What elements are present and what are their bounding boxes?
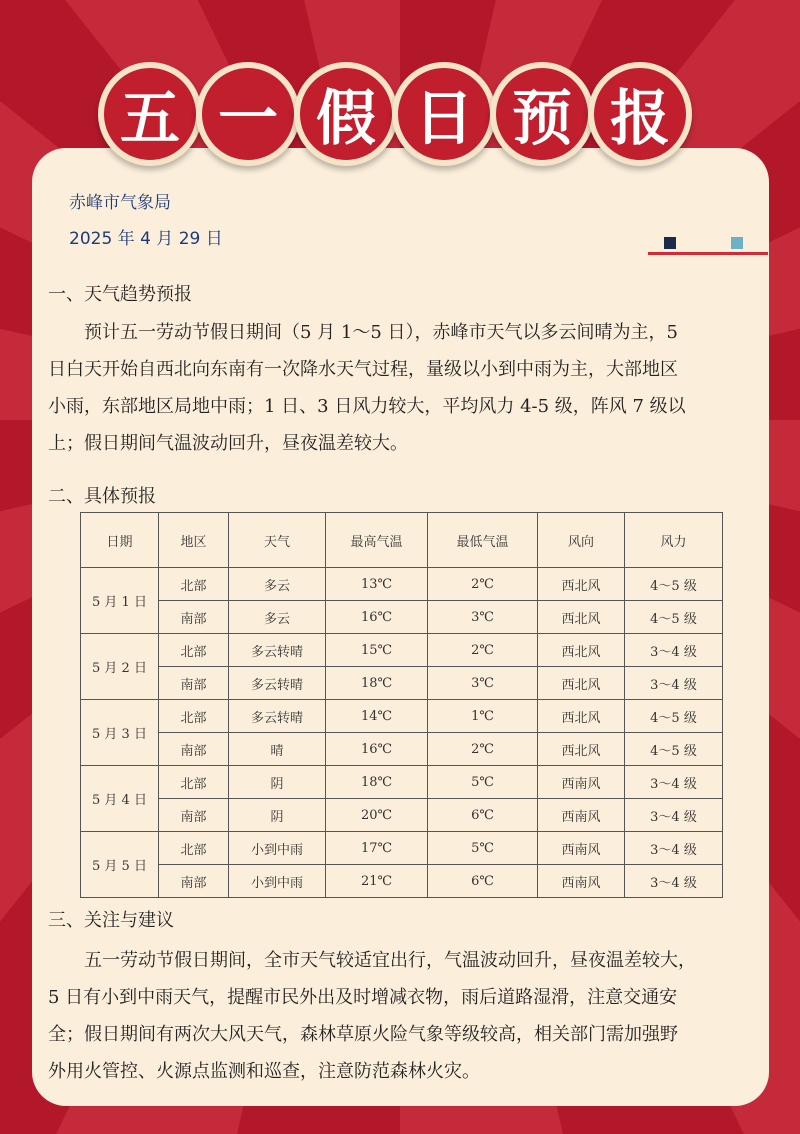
cell-region: 南部 [159,667,229,700]
cell-wind-force: 3～4 级 [625,865,723,898]
cell-wind-direction: 西北风 [538,733,625,766]
cell-wind-direction: 西北风 [538,601,625,634]
cell-wind-force: 4～5 级 [625,733,723,766]
cell-region: 南部 [159,865,229,898]
cell-low-temp: 2℃ [428,568,538,601]
cell-weather: 晴 [229,733,326,766]
cell-low-temp: 6℃ [428,865,538,898]
cell-wind-direction: 西北风 [538,568,625,601]
table-row [81,766,723,799]
header-date: 日期 [81,513,159,568]
cell-region: 北部 [159,700,229,733]
cell-wind-force: 3～4 级 [625,634,723,667]
cell-date: 5 月 2 日 [81,634,159,700]
title-char-4: 日 [392,62,496,166]
cell-date: 5 月 4 日 [81,766,159,832]
cell-high-temp: 20℃ [326,799,428,832]
cell-wind-force: 4～5 级 [625,700,723,733]
cell-wind-direction: 西北风 [538,667,625,700]
issuer-org: 赤峰市气象局 [69,193,171,213]
section1-body [48,314,768,462]
cell-wind-direction: 西北风 [538,634,625,667]
title-char-3: 假 [294,62,398,166]
table-row [81,634,723,667]
cell-low-temp: 5℃ [428,832,538,865]
cell-wind-direction: 西南风 [538,766,625,799]
cell-weather: 多云 [229,601,326,634]
cell-weather: 阴 [229,799,326,832]
cell-low-temp: 5℃ [428,766,538,799]
table-row [81,832,723,865]
cell-high-temp: 14℃ [326,700,428,733]
section2-title: 二、具体预报 [48,486,156,507]
cell-region: 北部 [159,568,229,601]
title-char-5: 预 [490,62,594,166]
cell-wind-force: 3～4 级 [625,832,723,865]
cell-high-temp: 18℃ [326,667,428,700]
decorative-square-light [731,237,743,249]
section1-title: 一、天气趋势预报 [48,284,192,305]
cell-date: 5 月 3 日 [81,700,159,766]
section1-line: 日白天开始自西北向东南有一次降水天气过程，量级以小到中雨为主，大部地区 [48,359,678,380]
cell-region: 北部 [159,634,229,667]
title-banner [98,62,698,190]
cell-weather: 多云转晴 [229,667,326,700]
cell-wind-direction: 西南风 [538,799,625,832]
section3-body [48,942,768,1090]
cell-high-temp: 15℃ [326,634,428,667]
cell-region: 南部 [159,601,229,634]
cell-weather: 多云 [229,568,326,601]
cell-wind-force: 3～4 级 [625,799,723,832]
table-row [81,733,723,766]
section3-title: 三、关注与建议 [48,910,174,931]
cell-region: 北部 [159,832,229,865]
cell-wind-force: 4～5 级 [625,568,723,601]
decorative-square-dark [664,237,676,249]
cell-weather: 小到中雨 [229,865,326,898]
cell-high-temp: 21℃ [326,865,428,898]
cell-low-temp: 6℃ [428,799,538,832]
title-char-6: 报 [588,62,692,166]
section3-line: 5 日有小到中雨天气，提醒市民外出及时增减衣物，雨后道路湿滑，注意交通安 [48,987,678,1008]
table-row [81,799,723,832]
cell-wind-direction: 西北风 [538,700,625,733]
header-wind-force: 风力 [625,513,723,568]
table-row [81,667,723,700]
header-low-temp: 最低气温 [428,513,538,568]
header-weather: 天气 [229,513,326,568]
decorative-line [648,252,768,255]
cell-weather: 小到中雨 [229,832,326,865]
header-wind-direction: 风向 [538,513,625,568]
cell-high-temp: 16℃ [326,733,428,766]
cell-wind-force: 3～4 级 [625,667,723,700]
table-header-row [81,513,723,568]
section1-line: 预计五一劳动节假日期间（5 月 1～5 日），赤峰市天气以多云间晴为主，5 [48,322,678,343]
cell-region: 北部 [159,766,229,799]
cell-low-temp: 3℃ [428,601,538,634]
cell-high-temp: 17℃ [326,832,428,865]
cell-high-temp: 18℃ [326,766,428,799]
title-char-1: 五 [98,62,202,166]
cell-wind-force: 3～4 级 [625,766,723,799]
cell-region: 南部 [159,733,229,766]
header-high-temp: 最高气温 [326,513,428,568]
forecast-table [80,512,723,898]
cell-low-temp: 1℃ [428,700,538,733]
cell-date: 5 月 1 日 [81,568,159,634]
section1-line: 小雨，东部地区局地中雨；1 日、3 日风力较大，平均风力 4-5 级，阵风 7 级以 [48,396,686,417]
cell-low-temp: 3℃ [428,667,538,700]
cell-date: 5 月 5 日 [81,832,159,898]
cell-low-temp: 2℃ [428,634,538,667]
table-row [81,865,723,898]
table-row [81,568,723,601]
cell-high-temp: 16℃ [326,601,428,634]
issue-date: 2025 年 4 月 29 日 [69,229,223,249]
cell-region: 南部 [159,799,229,832]
header-region: 地区 [159,513,229,568]
section3-line: 全；假日期间有两次大风天气，森林草原火险气象等级较高，相关部门需加强野 [48,1024,678,1045]
section3-line: 外用火管控、火源点监测和巡查，注意防范森林火灾。 [48,1061,480,1082]
section3-line: 五一劳动节假日期间，全市天气较适宜出行，气温波动回升，昼夜温差较大， [48,950,696,971]
table-row [81,601,723,634]
section1-line: 上；假日期间气温波动回升，昼夜温差较大。 [48,433,408,454]
title-char-2: 一 [196,62,300,166]
cell-wind-force: 4～5 级 [625,601,723,634]
cell-weather: 阴 [229,766,326,799]
cell-wind-direction: 西南风 [538,865,625,898]
cell-weather: 多云转晴 [229,634,326,667]
table-row [81,700,723,733]
cell-low-temp: 2℃ [428,733,538,766]
cell-high-temp: 13℃ [326,568,428,601]
cell-wind-direction: 西南风 [538,832,625,865]
cell-weather: 多云转晴 [229,700,326,733]
